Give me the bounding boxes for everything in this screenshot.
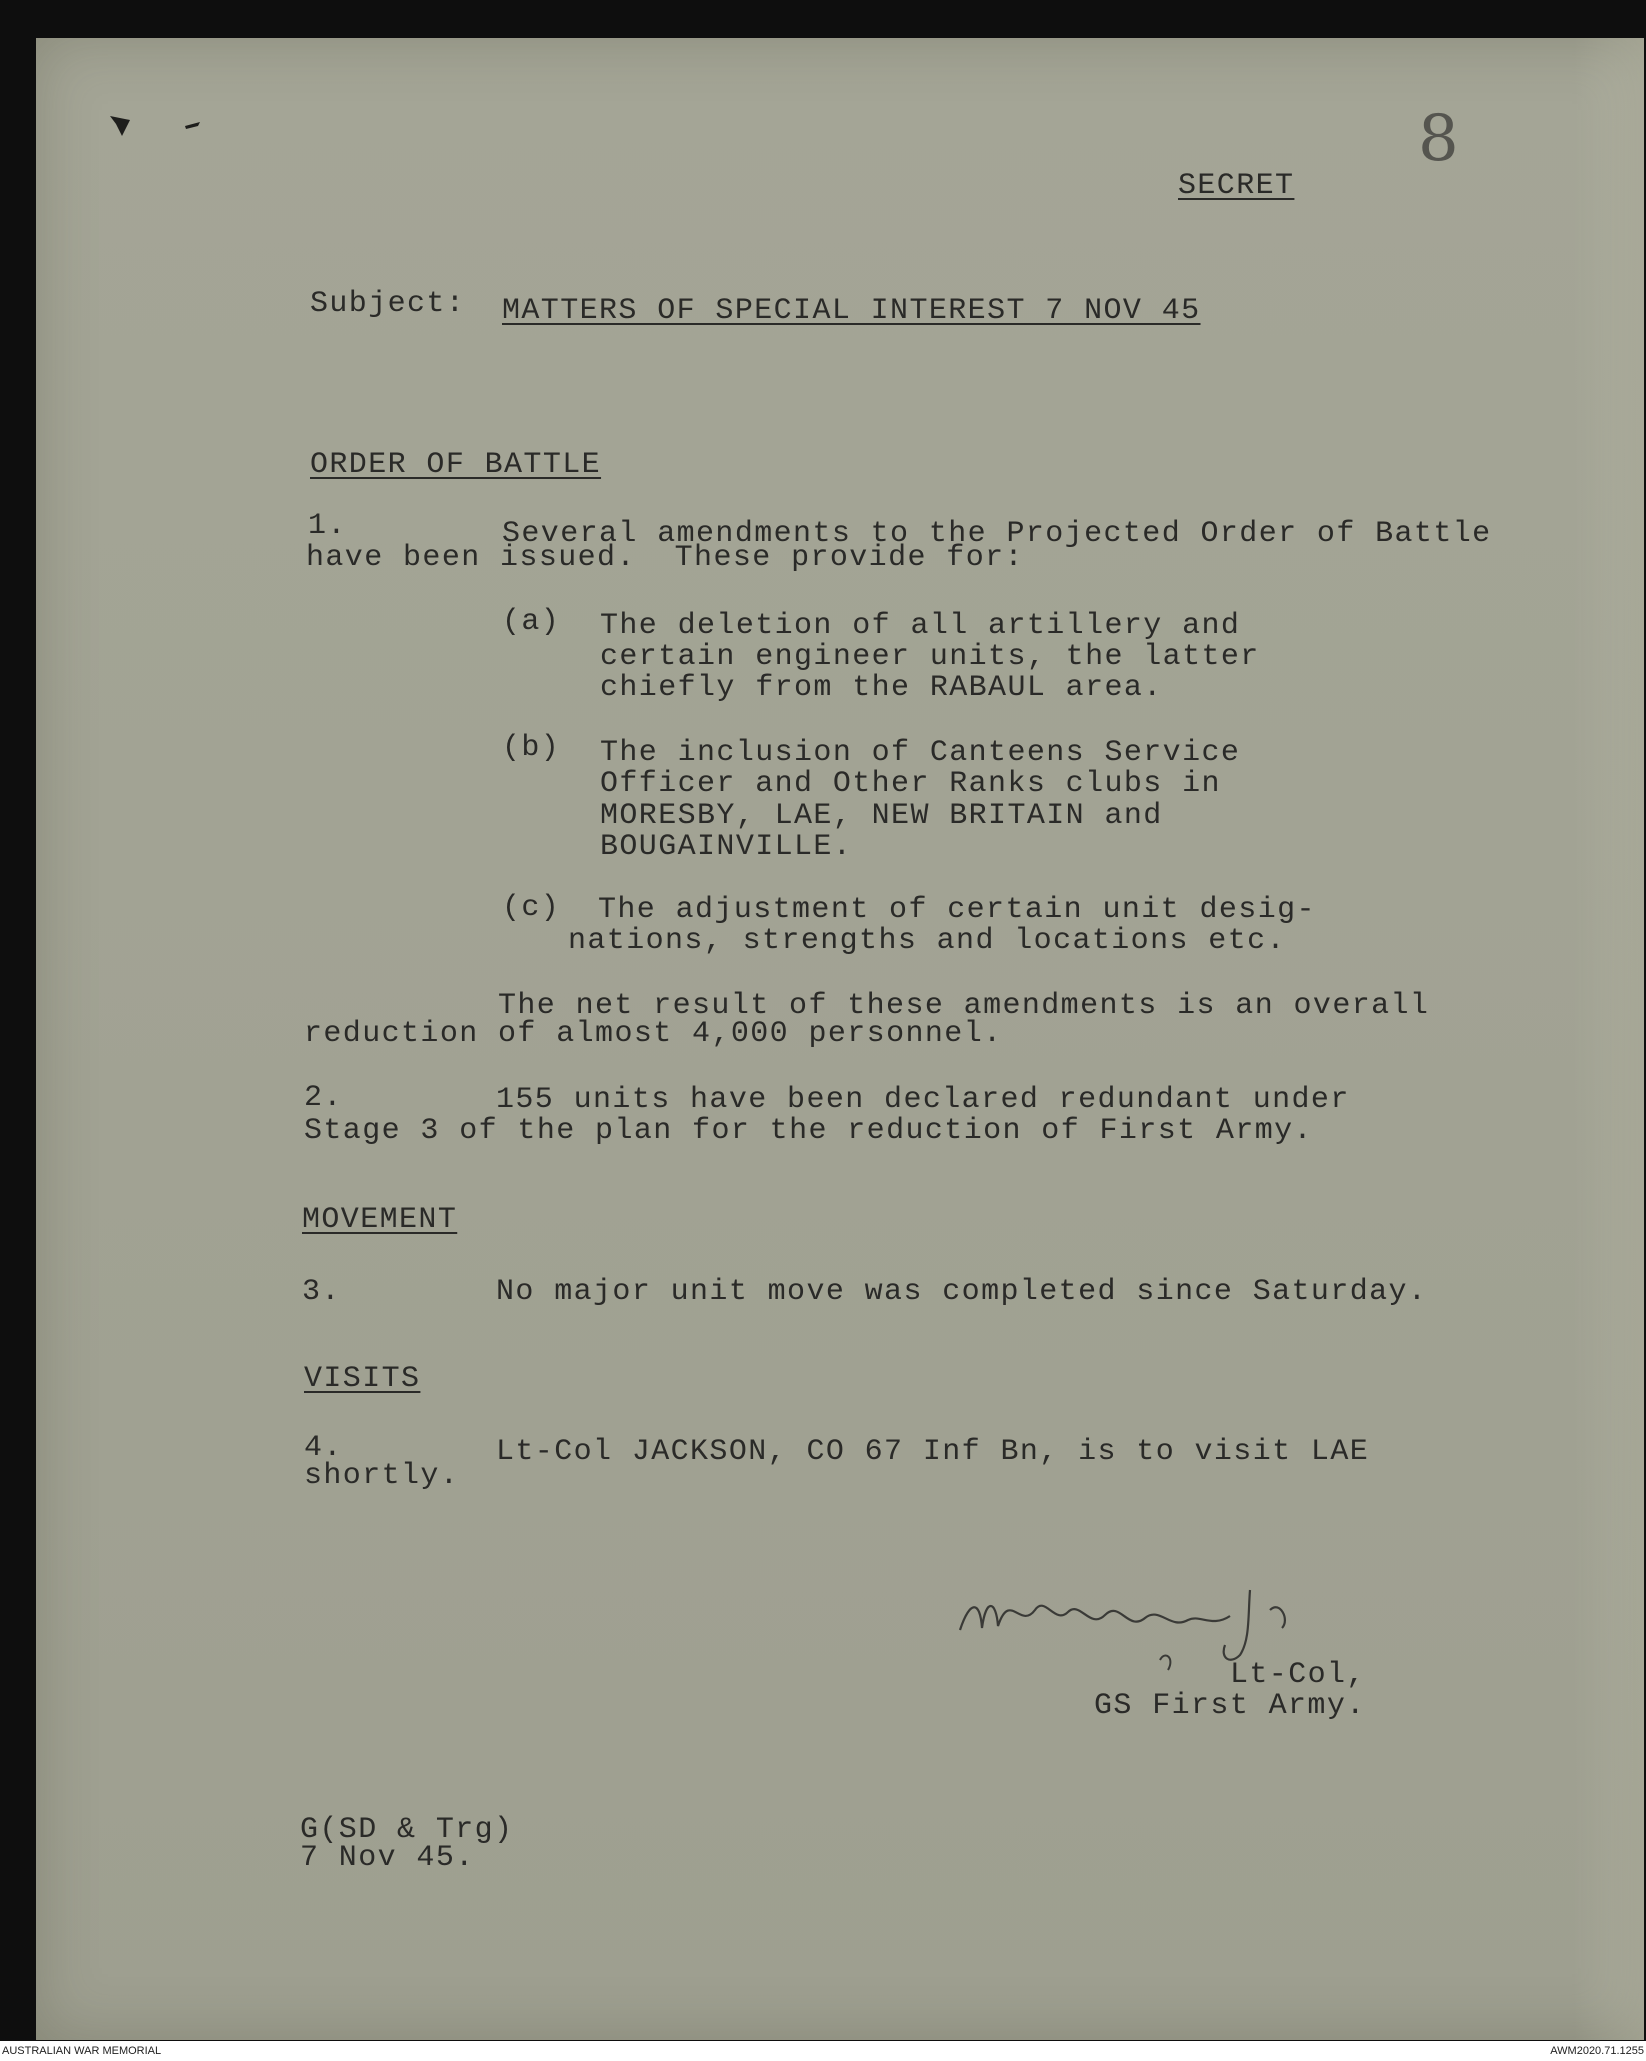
archive-footer (0, 2041, 1646, 2061)
list-item-text: certain engineer units, the latter (600, 640, 1260, 674)
classification-label: SECRET (1178, 169, 1295, 203)
paragraph-text: The net result of these amendments is an overall (498, 989, 1430, 1023)
ink-dash-mark (185, 122, 200, 129)
list-item-text: chiefly from the RABAUL area. (600, 671, 1163, 705)
paragraph-number: 3. (302, 1275, 341, 1309)
handwritten-page-number: 8 (1418, 102, 1459, 176)
list-item-text: The deletion of all artillery and (600, 609, 1241, 643)
list-item-text: nations, strengths and locations etc. (568, 924, 1286, 958)
paragraph-text: 155 units have been declared redundant under (496, 1083, 1350, 1117)
list-item-label: (b) (502, 731, 561, 765)
paragraph-text: No major unit move was completed since Saturday. (496, 1275, 1428, 1309)
section-heading-movement: MOVEMENT (302, 1203, 458, 1237)
paragraph-number: 4. (304, 1431, 343, 1465)
ink-blot-icon (100, 108, 220, 143)
archive-reference: AWM2020.71.1255 (1550, 2045, 1644, 2057)
paragraph-text: shortly. (304, 1459, 460, 1493)
paragraph-text: Stage 3 of the plan for the reduction of First Army. (304, 1114, 1313, 1148)
origin-date: 7 Nov 45. (300, 1841, 475, 1875)
list-item-text: Officer and Other Ranks clubs in (600, 767, 1221, 801)
signature-rank: Lt-Col, (1230, 1658, 1366, 1692)
section-heading-visits: VISITS (304, 1362, 421, 1396)
paragraph-number: 2. (304, 1081, 343, 1115)
origin-branch: G(SD & Trg) (300, 1813, 514, 1847)
list-item-text: The adjustment of certain unit desig- (598, 893, 1316, 927)
archive-name: AUSTRALIAN WAR MEMORIAL (2, 2045, 162, 2057)
paragraph-text: reduction of almost 4,000 personnel. (304, 1017, 1003, 1051)
ink-blot-mark (110, 116, 130, 136)
paragraph-text: have been issued. These provide for: (306, 541, 1024, 575)
paragraph-text: Lt-Col JACKSON, CO 67 Inf Bn, is to visit LAE (496, 1435, 1370, 1469)
list-item-text: BOUGAINVILLE. (600, 830, 853, 864)
section-heading-order-of-battle: ORDER OF BATTLE (310, 448, 602, 482)
subject-title: MATTERS OF SPECIAL INTEREST 7 NOV 45 (502, 294, 1201, 328)
list-item-label: (c) (502, 891, 561, 925)
subject-label: Subject: (310, 287, 466, 321)
signature-role: GS First Army. (1094, 1689, 1366, 1723)
list-item-label: (a) (502, 605, 561, 639)
paragraph-text: Several amendments to the Projected Order of Battle (502, 517, 1492, 551)
list-item-text: MORESBY, LAE, NEW BRITAIN and (600, 799, 1163, 833)
list-item-text: The inclusion of Canteens Service (600, 736, 1241, 770)
paragraph-number: 1. (308, 509, 347, 543)
